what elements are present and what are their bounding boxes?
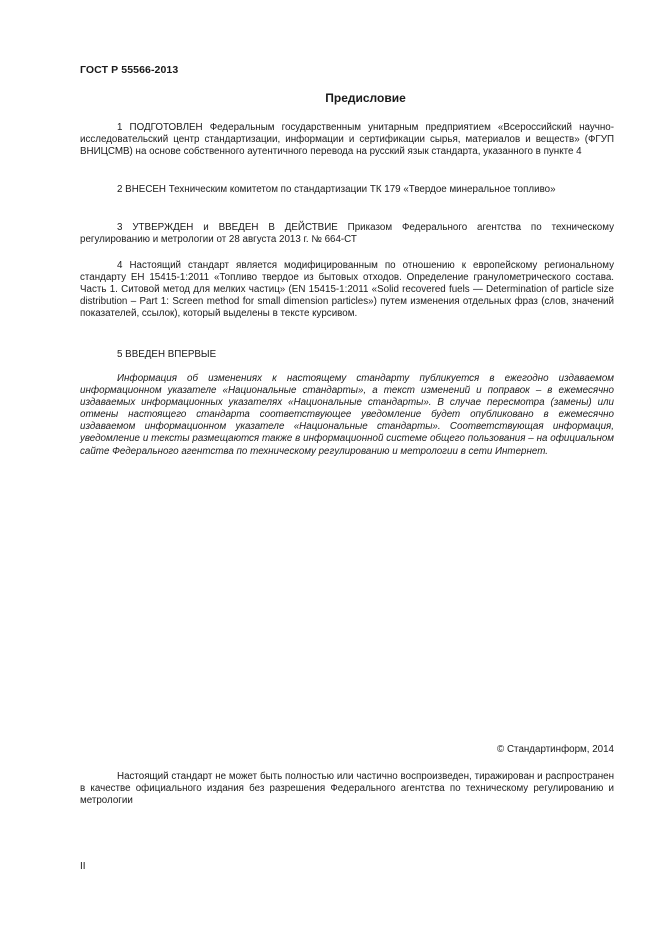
reproduction-notice-text: Настоящий стандарт не может быть полностью или частично воспроизведен, тиражирован и распространен в качестве официального издания без разрешения Федерального агентства по техническому регулированию и метрологии [80, 771, 614, 807]
page-title-text: Предисловие [325, 91, 406, 105]
paragraph-3-text: 3 УТВЕРЖДЕН и ВВЕДЕН В ДЕЙСТВИЕ Приказом Федерального агентства по техническому регулированию и метрологии от 28 августа 2013 г. № 664-СТ [80, 222, 614, 246]
paragraph-2-text: 2 ВНЕСЕН Техническим комитетом по стандартизации ТК 179 «Твердое минеральное топливо» [117, 184, 556, 195]
info-note-text: Информация об изменениях к настоящему стандарту публикуется в ежегодно издаваемом информационном указателе «Национальные стандарты», а текст изменений и поправок – в ежемесячно издаваемых информационных указателях «Национальные стандарты». В случае пересмотра (замены) или отмены настоящего стандарта соответствующее уведомление будет опубликовано в ежемесячно издаваемом информационном указателе «Национальные стандарты». Соответствующая информация, уведомление и тексты размещаются также в информационной системе общего пользования – на официальном сайте Федерального агентства по техническому регулированию и метрологии в сети Интернет. [80, 373, 614, 457]
copyright: © Стандартинформ, 2014 [497, 744, 614, 755]
paragraph-1 [80, 122, 614, 158]
paragraph-5 [80, 349, 614, 361]
paragraph-4-text: 4 Настоящий стандарт является модифицированным по отношению к европейскому региональному стандарту ЕН 15415-1:2011 «Топливо твердое из бытовых отходов. Определение гранулометрического состава. Часть 1. Ситовой метод для мелких частиц» (EN 15415-1:2011 «Solid recovered fuels — Determination of particle size distribution – Part 1: Screen method for small dimension particles») путем изменения отдельных фраз (слов, значений показателей, ссылок), который выделены в тексте курсивом. [80, 260, 614, 320]
paragraph-5-text: 5 ВВЕДЕН ВПЕРВЫЕ [117, 349, 217, 360]
reproduction-notice [80, 771, 614, 807]
info-note [80, 373, 614, 458]
paragraph-2 [80, 184, 614, 196]
standard-code: ГОСТ Р 55566-2013 [80, 64, 179, 76]
paragraph-4 [80, 260, 614, 320]
page-title [0, 91, 661, 105]
paragraph-3 [80, 222, 614, 246]
page-number: II [80, 861, 86, 872]
paragraph-1-text: 1 ПОДГОТОВЛЕН Федеральным государственным унитарным предприятием «Всероссийский научно-исследовательский центр стандартизации, информации и сертификации сырья, материалов и веществ» (ФГУП ВНИЦСМВ) на основе собственного аутентичного перевода на русский язык стандарта, указанного в пункте 4 [80, 122, 614, 158]
